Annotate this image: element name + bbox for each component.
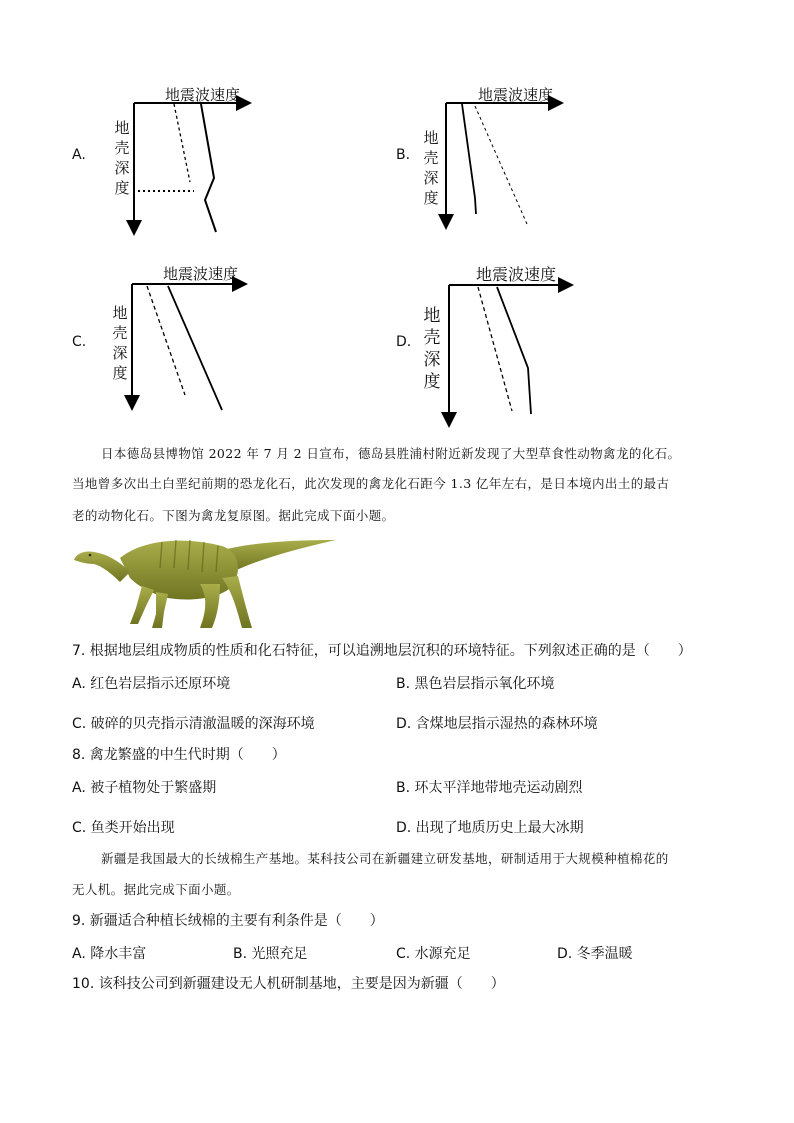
question-9-option-b[interactable]: B. 光照充足 [233, 946, 308, 962]
question-8-option-b[interactable]: B. 环太平洋地带地壳运动剧烈 [396, 780, 583, 796]
passage-2-line-1: 新疆是我国最大的长绒棉生产基地。某科技公司在新疆建立研发基地，研制适用于大规模种植棉花的 [101, 851, 669, 866]
figure-b-x-axis-label: 地震波速度 [478, 86, 554, 104]
question-7-stem: 7. 根据地层组成物质的性质和化石特征，可以追溯地层沉积的环境特征。下列叙述正确的是（ ） [72, 643, 692, 659]
question-7-option-b[interactable]: B. 黑色岩层指示氧化环境 [396, 676, 555, 692]
figure-c-x-axis-label: 地震波速度 [163, 265, 239, 283]
question-8-stem: 8. 禽龙繁盛的中生代时期（ ） [72, 747, 286, 763]
iguanodon-illustration [72, 528, 338, 632]
question-9-stem: 9. 新疆适合种植长绒棉的主要有利条件是（ ） [72, 913, 384, 929]
passage-1-line-3: 老的动物化石。下图为禽龙复原图。据此完成下面小题。 [72, 508, 395, 523]
figure-b-y-axis-label: 地 壳 深 度 [423, 129, 439, 207]
passage-1-line-2: 当地曾多次出土白垩纪前期的恐龙化石，此次发现的禽龙化石距今 1.3 亿年左右，是日本境内出土的最古 [72, 476, 670, 491]
figure-b-letter: B. [396, 147, 411, 163]
figure-a-letter: A. [72, 147, 86, 163]
question-8-option-c[interactable]: C. 鱼类开始出现 [72, 820, 175, 836]
figure-c-y-axis-label: 地 壳 深 度 [112, 304, 128, 382]
figure-a-x-axis-label: 地震波速度 [165, 86, 241, 104]
question-9-option-d[interactable]: D. 冬季温暖 [557, 946, 633, 962]
figure-a-y-axis-label: 地 壳 深 度 [114, 119, 130, 197]
figure-d-x-axis-label: 地震波速度 [476, 265, 557, 284]
question-7-option-a[interactable]: A. 红色岩层指示还原环境 [72, 676, 231, 692]
question-8-option-a[interactable]: A. 被子植物处于繁盛期 [72, 780, 217, 796]
question-8-option-d[interactable]: D. 出现了地质历史上最大冰期 [396, 820, 584, 836]
figure-c-letter: C. [72, 334, 87, 350]
figure-d-letter: D. [396, 334, 412, 350]
question-10-stem: 10. 该科技公司到新疆建设无人机研制基地，主要是因为新疆（ ） [72, 976, 505, 992]
question-7-option-c[interactable]: C. 破碎的贝壳指示清澈温暖的深海环境 [72, 716, 315, 732]
passage-2-line-2: 无人机。据此完成下面小题。 [72, 882, 240, 897]
question-7-option-d[interactable]: D. 含煤地层指示湿热的森林环境 [396, 716, 598, 732]
question-9-option-c[interactable]: C. 水源充足 [396, 946, 471, 962]
figure-d-y-axis-label: 地 壳 深 度 [423, 306, 441, 392]
passage-1-line-1: 日本德岛县博物馆 2022 年 7 月 2 日宣布，德岛县胜浦村附近新发现了大型草食性动物禽龙的化石。 [101, 446, 681, 461]
question-9-option-a[interactable]: A. 降水丰富 [72, 946, 147, 962]
